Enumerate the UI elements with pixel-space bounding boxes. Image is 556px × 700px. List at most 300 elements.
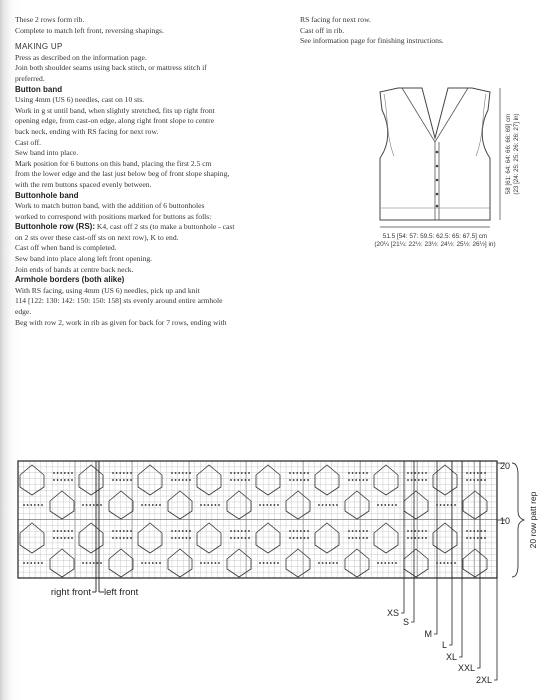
bobble-dot [189,537,191,539]
bobble-dot [484,530,486,532]
cable-motif [227,491,251,519]
bobble-dot [71,472,73,474]
text-line: back neck, ending with RS facing for next row. [15,126,159,136]
bobble-dot [57,537,59,539]
bobble-dot [178,479,180,481]
bobble-dot [68,472,70,474]
bobble-dot [130,472,132,474]
bobble-dot [27,562,29,564]
bobble-dot [443,504,445,506]
bobble-dot [289,537,291,539]
bobble-dot [245,537,247,539]
bobble-dot [318,562,320,564]
bobble-dot [60,537,62,539]
size-markers [401,461,497,680]
bobble-dot [64,479,66,481]
bobble-dot [41,562,43,564]
cable-motif [168,491,192,519]
bobble-dot [234,472,236,474]
bobble-dot [484,537,486,539]
bobble-dot [277,504,279,506]
bobble-dot [363,479,365,481]
bobble-dot [30,562,32,564]
chart-grid [18,461,497,578]
bobble-dot [259,504,261,506]
bobble-dot [234,530,236,532]
bobble-dot [23,562,25,564]
bobble-dot [141,504,143,506]
bobble-dot [116,537,118,539]
cable-motif [315,523,339,553]
bobble-dot [300,530,302,532]
bobble-dot [325,562,327,564]
text-line: 114 [122: 130: 142: 150: 150: 158] sts evenly around entire armhole [15,296,223,306]
bobble-dot [57,479,59,481]
bobble-dot [86,504,88,506]
bobble-dot [171,537,173,539]
bobble-dot [171,472,173,474]
bobble-dot [248,530,250,532]
bobble-dot [186,479,188,481]
bobble-dot [411,472,413,474]
bobble-dot [259,562,261,564]
size-s-label: S [402,617,409,627]
bobble-dot [112,472,114,474]
bobble-dot [159,504,161,506]
bobble-dot [322,504,324,506]
bobble-dot [204,562,206,564]
cable-motif [138,523,162,553]
cable-motif [50,549,74,577]
text-line: Work to match button band, with the addition of 6 buttonholes [15,201,205,211]
bobble-dot [359,472,361,474]
bobble-dot [119,530,121,532]
bobble-dot [325,504,327,506]
bobble-dot [348,537,350,539]
bobble-dot [241,530,243,532]
bobble-dot [422,530,424,532]
width-in-label: (20¼ [21¼: 22½: 23½: 24½: 25½: 26½] in) [374,241,496,248]
bobble-dot [414,472,416,474]
bobble-dot [215,504,217,506]
cable-motif [463,549,487,577]
bobble-dot [477,530,479,532]
bobble-dot [116,530,118,532]
bobble-dot [23,504,25,506]
cable-motif [404,549,428,577]
bobble-dot [178,530,180,532]
bobble-dot [156,504,158,506]
bobble-dot [53,530,55,532]
bobble-dot [359,537,361,539]
bobble-dot [93,504,95,506]
bobble-dot [440,504,442,506]
bobble-dot [127,530,129,532]
button [436,165,439,168]
bobble-dot [64,537,66,539]
bobble-dot [64,530,66,532]
bobble-dot [307,530,309,532]
bobble-dot [473,479,475,481]
bobble-dot [112,537,114,539]
buttonhole-row-text: K4, cast off 2 sts (to make a buttonhole - cast [94,222,235,232]
bobble-dot [266,562,268,564]
bobble-dot [130,530,132,532]
bobble-dot [207,562,209,564]
bobble-dot [407,472,409,474]
bobble-dot [422,479,424,481]
bobble-dot [186,472,188,474]
bobble-dot [82,504,84,506]
bobble-dot [377,562,379,564]
text-line: opening edge, from cast-on edge, along right front slope to centre [15,116,215,126]
bobble-dot [270,504,272,506]
text-line: RS facing for next row. [300,15,371,24]
text-line: Press as described on the information page. [15,52,147,62]
bobble-dot [218,504,220,506]
text-line: preferred. [15,73,45,83]
text-line: These 2 rows form rib. [15,15,85,24]
button [436,179,439,182]
bobble-dot [145,504,147,506]
bobble-dot [484,479,486,481]
size-xl-label: XL [445,652,457,662]
bobble-dot [82,562,84,564]
bobble-dot [266,504,268,506]
bobble-dot [119,537,121,539]
bobble-dot [112,479,114,481]
bobble-dot [300,537,302,539]
bobble-dot [97,562,99,564]
text-line: Cast off. [15,137,42,147]
bobble-dot [182,479,184,481]
bobble-dot [355,530,357,532]
row-10-label: 10 [500,516,511,526]
bobble-dot [245,530,247,532]
bobble-dot [296,479,298,481]
bobble-dot [473,537,475,539]
bobble-dot [470,472,472,474]
bobble-dot [182,537,184,539]
bobble-dot [237,537,239,539]
text-line: Sew band into place. [15,148,79,158]
bobble-dot [41,504,43,506]
bobble-dot [27,504,29,506]
button [436,193,439,196]
bobble-dot [329,504,331,506]
bobble-dot [100,562,102,564]
bobble-dot [384,504,386,506]
bobble-dot [352,537,354,539]
bobble-dot [418,472,420,474]
text-line: Mark position for 6 buttons on this band, placing the first 2.5 cm [15,158,212,168]
text-line: Using 4mm (US 6) needles, cast on 10 sts. [15,95,145,105]
text-line: Cast off in rib. [300,25,345,35]
bobble-dot [215,562,217,564]
size-m-label: M [424,629,432,639]
text-line: Join both shoulder seams using back stitch, or mattress stitch if [15,63,207,73]
length-in-label: (23 [24: 25: 25: 26: 26: 27] in) [513,113,520,195]
bobble-dot [234,479,236,481]
bobble-dot [425,530,427,532]
bobble-dot [296,530,298,532]
bobble-dot [348,479,350,481]
bobble-dot [119,479,121,481]
bobble-dot [241,537,243,539]
bobble-dot [86,562,88,564]
bobble-dot [473,472,475,474]
bobble-dot [71,530,73,532]
bobble-dot [289,472,291,474]
bobble-dot [466,537,468,539]
bobble-dot [263,562,265,564]
bobble-dot [466,479,468,481]
bobble-dot [148,562,150,564]
button-band-heading: Button band [15,84,63,94]
bobble-dot [363,472,365,474]
bobble-dot [293,537,295,539]
bobble-dot [38,504,40,506]
bobble-dot [418,530,420,532]
bobble-dot [443,562,445,564]
bobble-dot [447,504,449,506]
bobble-dot [189,530,191,532]
text-line: worked to correspond with positions marked for buttons as folls: [15,211,212,221]
vest-schematic [340,80,530,248]
bobble-dot [175,479,177,481]
bobble-dot [355,479,357,481]
text-line: See information page for finishing instructions. [300,36,444,46]
bobble-dot [481,479,483,481]
cable-motif [168,549,192,577]
bobble-dot [116,472,118,474]
buttonhole-row-line [15,222,300,233]
bobble-dot [248,472,250,474]
bobble-dot [333,504,335,506]
text-line: edge. [15,307,32,317]
bobble-dot [189,472,191,474]
bobble-dot [230,472,232,474]
bobble-dot [355,472,357,474]
cable-motif [256,523,280,553]
bobble-dot [68,479,70,481]
bobble-dot [304,472,306,474]
text-line: With RS facing, using 4mm (US 6) needles, pick up and knit [15,285,200,295]
bobble-dot [307,479,309,481]
bobble-dot [178,537,180,539]
bobble-dot [454,504,456,506]
bobble-dot [127,537,129,539]
bobble-dot [71,479,73,481]
bobble-dot [484,472,486,474]
bobble-dot [392,562,394,564]
repeat-label: 20 row patt rep [528,491,538,549]
bobble-dot [336,504,338,506]
bobble-dot [300,472,302,474]
bobble-dot [277,562,279,564]
bobble-dot [245,472,247,474]
bobble-dot [293,472,295,474]
bobble-dot [366,472,368,474]
bobble-dot [366,530,368,532]
bobble-dot [116,479,118,481]
bobble-dot [447,562,449,564]
bobble-dot [60,472,62,474]
bobble-dot [289,479,291,481]
bobble-dot [454,562,456,564]
bobble-dot [407,479,409,481]
bobble-dot [481,472,483,474]
cable-motif [315,465,339,495]
repeat-brace [512,463,524,577]
bobble-dot [141,562,143,564]
bobble-dot [211,562,213,564]
bobble-dot [377,504,379,506]
bobble-dot [359,530,361,532]
bobble-dot [53,479,55,481]
text-line: Join ends of bands at centre back neck. [15,264,134,274]
bobble-dot [30,504,32,506]
bobble-dot [411,530,413,532]
buttonhole-band-heading: Buttonhole band [15,190,79,200]
buttonhole-row-heading: Buttonhole row (RS): [15,222,95,232]
bobble-dot [411,537,413,539]
xxl-marker [477,461,480,668]
cable-motif [286,491,310,519]
size-l-label: L [441,640,447,650]
buttons [436,151,439,208]
bobble-dot [207,504,209,506]
bobble-dot [200,504,202,506]
bobble-dot [200,562,202,564]
bobble-dot [348,472,350,474]
bobble-dot [60,479,62,481]
bobble-dot [304,479,306,481]
bobble-dot [234,537,236,539]
bobble-dot [470,479,472,481]
bobble-dot [422,537,424,539]
bobble-dot [481,530,483,532]
bobble-dot [68,530,70,532]
row-20-label: 20 [500,461,511,471]
bobble-dot [366,479,368,481]
bobble-dot [182,472,184,474]
text-line: Beg with row 2, work in rib as given for back for 7 rows, ending with [15,317,227,327]
bobble-dot [156,562,158,564]
bobble-dot [100,504,102,506]
bobble-dot [189,479,191,481]
text-line: Work in g st until band, when slightly stretched, fits up right front [15,105,215,115]
cable-motif [404,491,428,519]
bobble-dot [466,472,468,474]
bobble-dot [152,562,154,564]
instructions-right-column [300,15,520,47]
bobble-dot [381,504,383,506]
bobble-dot [237,530,239,532]
bobble-dot [366,537,368,539]
armhole-heading: Armhole borders (both alike) [15,275,125,285]
making-up-heading: MAKING UP [15,42,63,52]
bobble-dot [300,479,302,481]
bobble-dot [293,479,295,481]
bobble-dot [182,530,184,532]
bobble-dot [274,562,276,564]
bobble-dot [263,504,265,506]
bobble-dot [352,479,354,481]
text-line: Complete to match left front, reversing shapings. [15,25,164,35]
bobble-dot [89,504,91,506]
bobble-dot [425,537,427,539]
bobble-dot [123,530,125,532]
bobble-dot [119,472,121,474]
width-cm-label: 51.5 [54: 57: 59.5: 62.5: 65: 67.5] cm [382,233,488,240]
bobble-dot [388,504,390,506]
bobble-dot [293,530,295,532]
cable-motif [50,491,74,519]
bobble-dot [34,562,36,564]
text-line: Cast off when band is completed. [15,243,117,253]
bobble-dot [307,537,309,539]
text-line: from the lower edge and the last just below beg of front slope shaping, [15,169,230,179]
bobble-dot [336,562,338,564]
bobble-dot [425,472,427,474]
button [436,205,439,208]
bobble-dot [395,562,397,564]
bobble-dot [159,562,161,564]
bobble-dot [123,479,125,481]
bobble-dot [359,479,361,481]
bobble-dot [237,479,239,481]
bobble-dot [241,479,243,481]
bobble-dot [318,504,320,506]
bobble-dot [355,537,357,539]
bobble-dot [112,530,114,532]
knitting-chart [0,455,556,700]
bobble-dot [38,562,40,564]
cable-motif [109,491,133,519]
bobble-dot [148,504,150,506]
bobble-dot [145,562,147,564]
bobble-dot [237,472,239,474]
bobble-dot [363,530,365,532]
bobble-dot [248,479,250,481]
bobble-dot [440,562,442,564]
bobble-dot [230,537,232,539]
bobble-dot [218,562,220,564]
bobble-dot [274,504,276,506]
bobble-dot [204,504,206,506]
bobble-dot [171,479,173,481]
bobble-dot [241,472,243,474]
bobble-dot [414,537,416,539]
bobble-dot [245,479,247,481]
bobble-dot [352,472,354,474]
bobble-dot [392,504,394,506]
cable-motif [138,465,162,495]
bobble-dot [127,479,129,481]
bobble-dot [89,562,91,564]
bobble-dot [470,537,472,539]
bobble-dot [93,562,95,564]
bobble-dot [473,530,475,532]
bobble-dot [175,537,177,539]
bobble-dot [230,479,232,481]
bobble-dot [53,472,55,474]
size-2xl-label: 2XL [475,675,492,685]
bobble-dot [329,562,331,564]
bobble-dot [248,537,250,539]
bobble-dot [304,537,306,539]
